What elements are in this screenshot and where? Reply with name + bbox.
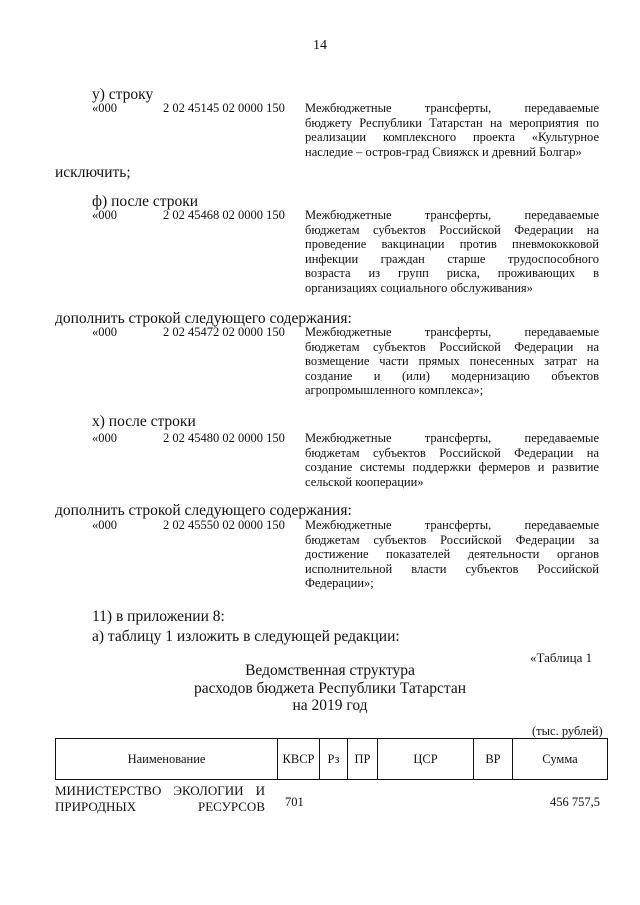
desc-line: реализации комплексного проекта «Культурное (305, 130, 599, 145)
col-pr-header: ПР (348, 739, 378, 780)
desc-line: организациях социального обслуживания» (305, 280, 533, 295)
desc-line: Межбюджетные трансферты, передаваемые (305, 101, 599, 115)
row-ministry-kvsr: 701 (285, 795, 304, 809)
section-u-intro: у) строку (92, 86, 154, 103)
col-rz-header: Рз (320, 739, 348, 780)
row-ministry-sum: 456 757,5 (550, 795, 600, 809)
section-h-outro: дополнить строкой следующего содержания: (55, 502, 352, 519)
table-title-line-1: Ведомственная структура (245, 662, 415, 679)
desc-line: проведение вакцинации против пневмококковой (305, 237, 599, 252)
desc-line: создание системы поддержки фермеров и развитие (305, 460, 599, 475)
col-vr-header: ВР (474, 739, 513, 780)
section-h-intro: х) после строки (92, 413, 196, 430)
table-header-row (56, 739, 608, 780)
desc-line: создание и (или) модернизацию объектов (305, 368, 599, 383)
section-f-intro: ф) после строки (92, 193, 199, 210)
insert-2-code-prefix: «000 (92, 518, 117, 532)
section-h-code: 2 02 45480 02 0000 150 (163, 431, 285, 445)
desc-line: наследие – остров-град Свияжск и древний Болгар» (305, 144, 582, 159)
units-label: (тыс. рублей) (532, 724, 603, 738)
table-reference: «Таблица 1 (530, 650, 593, 665)
desc-line: возмещение части прямых понесенных затрат на (305, 354, 599, 369)
insert-2-code: 2 02 45550 02 0000 150 (163, 518, 285, 532)
item-11: 11) в приложении 8: (92, 608, 225, 625)
col-csr-header: ЦСР (378, 739, 474, 780)
desc-line: бюджетам субъектов Российской Федерации на (305, 222, 599, 237)
desc-line: Федерации»; (305, 576, 374, 591)
section-f-code-prefix: «000 (92, 208, 117, 222)
insert-1-code-prefix: «000 (92, 325, 117, 339)
desc-line: инфекции граждан старше трудоспособного (305, 251, 599, 266)
insert-2-description (305, 518, 599, 591)
table-header (55, 738, 608, 780)
section-f-code: 2 02 45468 02 0000 150 (163, 208, 285, 222)
section-f-description (305, 208, 599, 296)
section-u-outro: исключить; (55, 164, 131, 181)
insert-1-code: 2 02 45472 02 0000 150 (163, 325, 285, 339)
col-name-header: Наименование (56, 739, 278, 780)
desc-line: достижение показателей деятельности органов (305, 547, 599, 562)
item-a: а) таблицу 1 изложить в следующей редакции: (92, 628, 400, 645)
section-u-code-prefix: «000 (92, 101, 117, 115)
desc-line: Межбюджетные трансферты, передаваемые (305, 518, 599, 532)
desc-line: Межбюджетные трансферты, передаваемые (305, 431, 599, 445)
row-ministry-name-line-2: ПРИРОДНЫХ РЕСУРСОВ (55, 799, 265, 814)
section-h-code-prefix: «000 (92, 431, 117, 445)
section-u-description (305, 101, 599, 159)
desc-line: Межбюджетные трансферты, передаваемые (305, 208, 599, 222)
desc-line: сельской кооперации» (305, 474, 424, 489)
desc-line: бюджетам субъектов Российской Федерации за (305, 532, 599, 547)
desc-line: возраста из групп риска, проживающих в (305, 266, 599, 281)
desc-line: бюджетам субъектов Российской Федерации на (305, 339, 599, 354)
row-ministry-name-line-1: МИНИСТЕРСТВО ЭКОЛОГИИ И (55, 783, 265, 798)
desc-line: бюджету Республики Татарстан на мероприятия по (305, 115, 599, 130)
desc-line: бюджетам субъектов Российской Федерации на (305, 445, 599, 460)
desc-line: Межбюджетные трансферты, передаваемые (305, 325, 599, 339)
page-number: 14 (313, 38, 327, 53)
insert-1-description (305, 325, 599, 398)
table-title-line-3: на 2019 год (292, 697, 368, 714)
col-kvsr-header: КВСР (278, 739, 320, 780)
section-f-outro: дополнить строкой следующего содержания: (55, 310, 352, 327)
section-h-description (305, 431, 599, 489)
desc-line: исполнительной власти субъектов Российской (305, 561, 599, 576)
section-u-code: 2 02 45145 02 0000 150 (163, 101, 285, 115)
table-title-line-2: расходов бюджета Республики Татарстан (193, 680, 467, 697)
desc-line: агропромышленного комплекса»; (305, 383, 484, 398)
col-sum-header: Сумма (513, 739, 608, 780)
